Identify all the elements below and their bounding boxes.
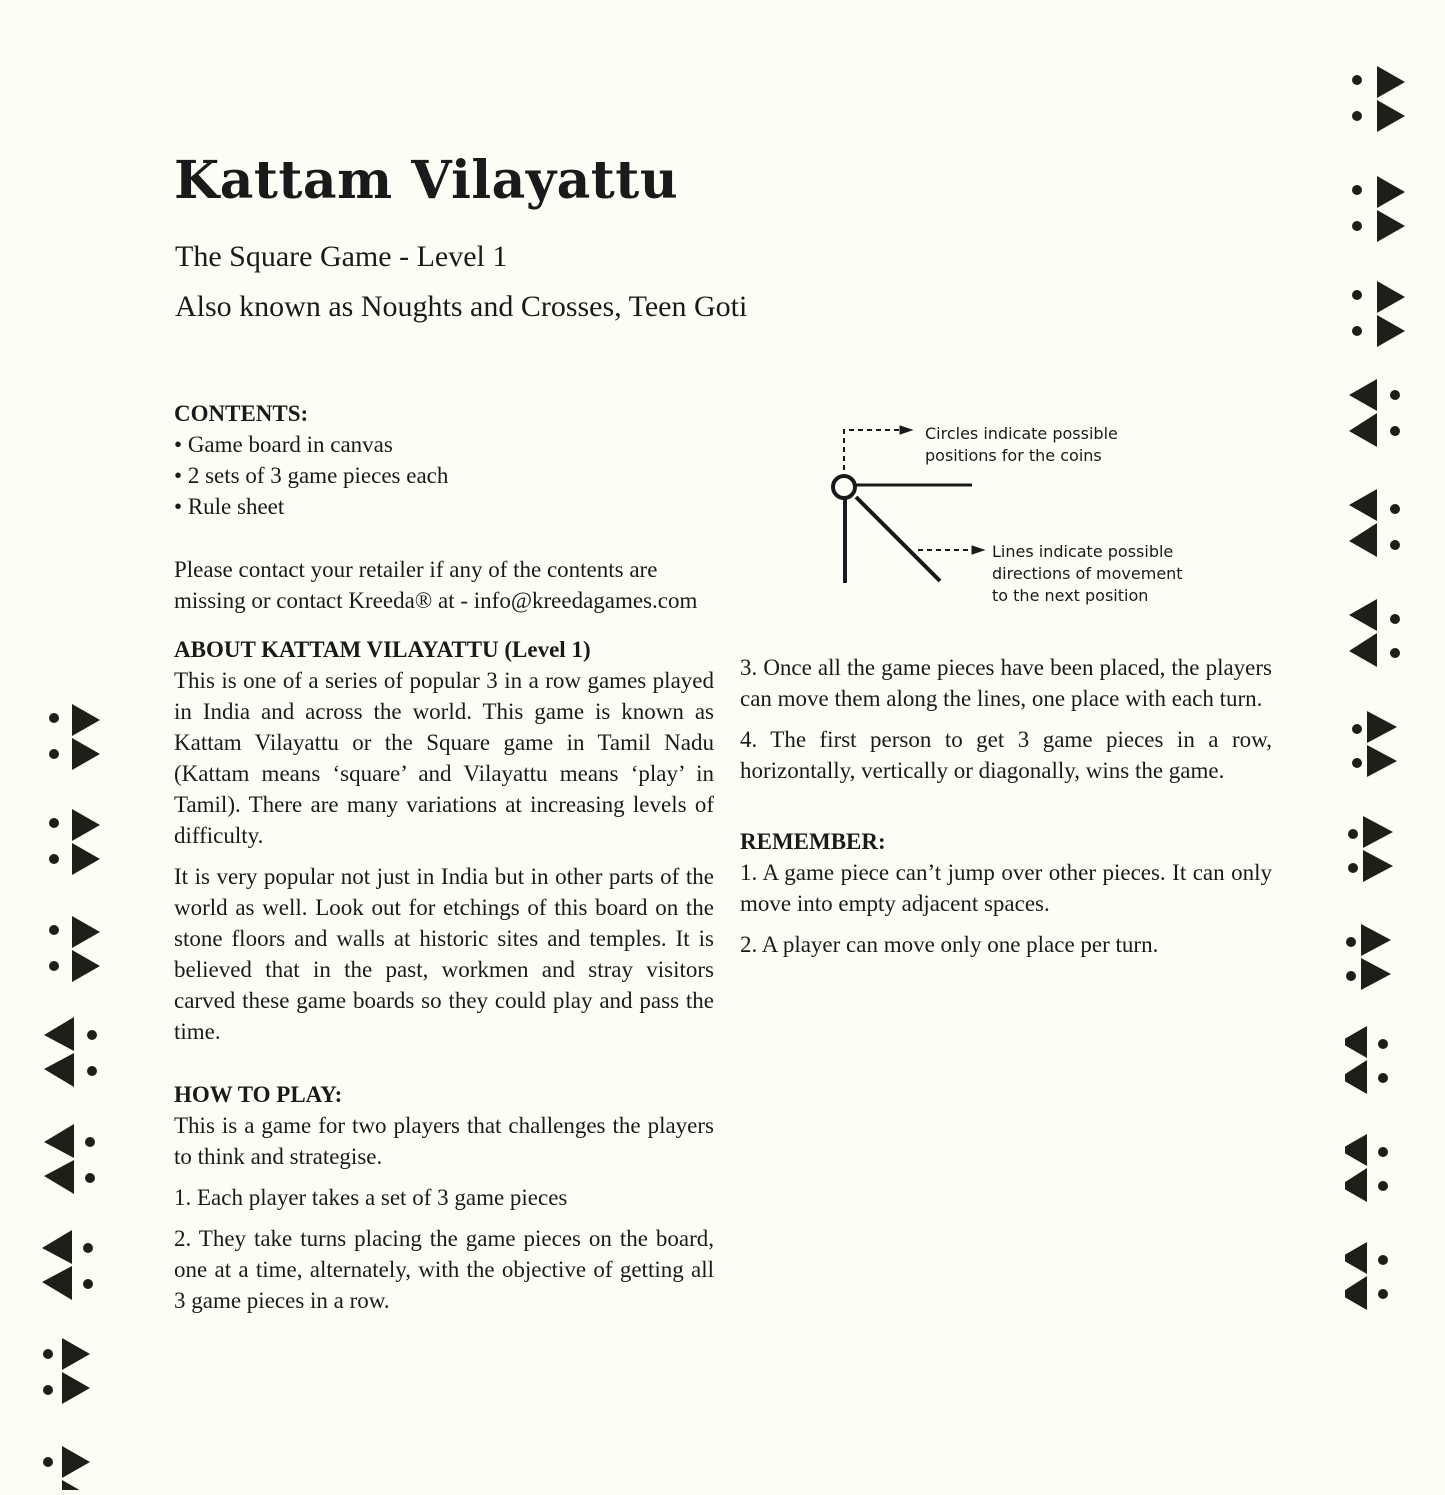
- line-label: Lines indicate possible: [992, 542, 1174, 561]
- decorative-border-right: [1345, 62, 1415, 1327]
- step-3: 3. Once all the game pieces have been placed, the players can move them along the lines, one place with each turn.: [740, 655, 1272, 711]
- about-heading: ABOUT KATTAM VILAYATTU (Level 1): [174, 637, 591, 662]
- step-2: 2. They take turns placing the game pieces on the board, one at a time, alternately, with the objective of getting all 3 game pieces in a row.: [174, 1226, 714, 1313]
- also-known-as: Also known as Noughts and Crosses, Teen Goti: [175, 290, 748, 323]
- contact-note: Please contact your retailer if any of the contents are missing or contact Kreeda® at - info@kreedagames.com: [174, 557, 698, 613]
- contents-item: • 2 sets of 3 game pieces each: [174, 460, 714, 491]
- contents-item: • Rule sheet: [174, 491, 714, 522]
- step-4: 4. The first person to get 3 game pieces in a row, horizontally, vertically or diagonally, wins the game.: [740, 727, 1272, 783]
- subtitle: The Square Game - Level 1: [175, 240, 508, 273]
- how-to-play-intro: This is a game for two players that challenges the players to think and strategise.: [174, 1113, 714, 1169]
- decorative-border-left: [38, 700, 108, 1495]
- line-label: to the next position: [992, 586, 1149, 605]
- right-column: [740, 652, 1272, 970]
- page-title: Kattam Vilayattu: [174, 150, 679, 211]
- movement-diagram: [800, 415, 1220, 615]
- how-to-play-heading: HOW TO PLAY:: [174, 1082, 343, 1107]
- contents-heading: CONTENTS:: [174, 401, 309, 426]
- contents-list: [174, 429, 714, 522]
- line-label: directions of movement: [992, 564, 1183, 583]
- contents-item: • Game board in canvas: [174, 429, 714, 460]
- step-1: 1. Each player takes a set of 3 game pieces: [174, 1185, 568, 1210]
- remember-item: 2. A player can move only one place per turn.: [740, 932, 1159, 957]
- triangle-dot-pattern-icon: [1345, 62, 1415, 1322]
- circle-label: positions for the coins: [925, 446, 1102, 465]
- left-column: [174, 398, 714, 1326]
- about-paragraph: It is very popular not just in India but in other parts of the world as well. Look out for etchings of this board on the stone floors and walls at historic sites and temples. It is believed that in the past, workmen and stray visitors carved these game boards so they could play and pass the time.: [174, 864, 714, 1044]
- triangle-dot-pattern-icon: [38, 700, 108, 1490]
- remember-item: 1. A game piece can’t jump over other pieces. It can only move into empty adjacent spaces.: [740, 860, 1272, 916]
- circle-label: Circles indicate possible: [925, 424, 1118, 443]
- about-paragraph: This is one of a series of popular 3 in a row games played in India and across the world. This game is known as Kattam Vilayattu or the Square game in Tamil Nadu (Kattam means ‘square’ and Vilayattu means ‘play’ in Tamil). There are many variations at increasing levels of difficulty.: [174, 668, 714, 848]
- remember-heading: REMEMBER:: [740, 829, 886, 854]
